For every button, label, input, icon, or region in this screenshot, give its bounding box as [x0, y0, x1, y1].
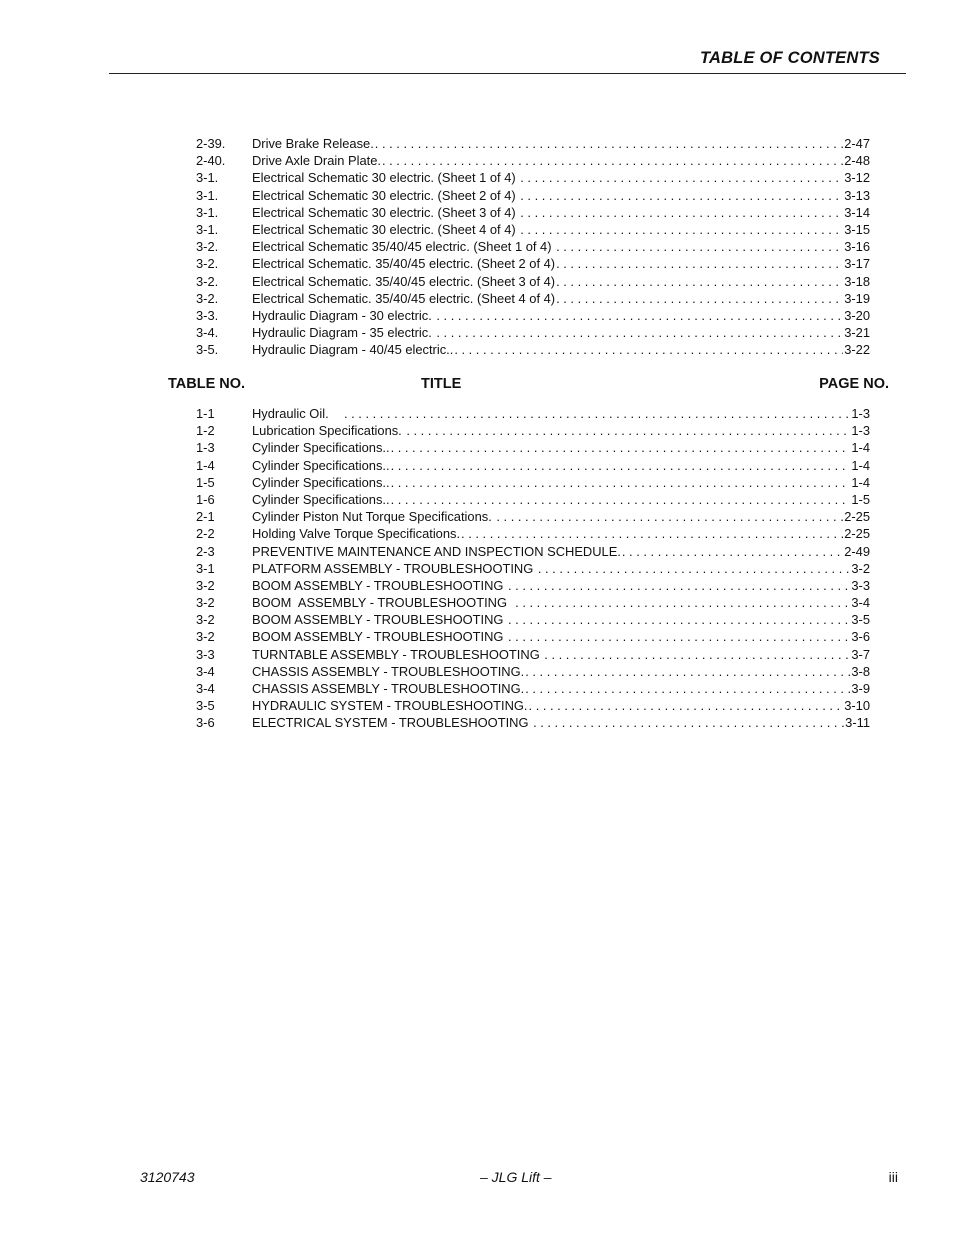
entry-page-number: 3-5	[851, 612, 870, 628]
toc-entry[interactable]	[196, 135, 870, 152]
dot-leader	[556, 290, 843, 307]
toc-entry[interactable]	[196, 543, 870, 560]
entry-number: 3-6	[196, 715, 215, 731]
entry-page-number: 3-6	[851, 629, 870, 645]
entry-number: 3-3.	[196, 307, 219, 323]
entry-page-number: 1-4	[851, 474, 870, 490]
toc-entry[interactable]	[196, 290, 870, 307]
toc-entry[interactable]	[196, 204, 870, 221]
toc-entry[interactable]	[196, 187, 870, 204]
entry-number: 3-2.	[196, 239, 219, 255]
column-header-page-no: PAGE NO.	[819, 376, 889, 392]
toc-entry[interactable]	[196, 474, 870, 491]
entry-number: 2-1	[196, 509, 215, 525]
entry-number: 1-6	[196, 491, 215, 507]
entry-title: Drive Brake Release.	[252, 136, 374, 151]
entry-page-number: 2-48	[844, 153, 870, 169]
dot-leader	[556, 255, 843, 272]
toc-entry[interactable]	[196, 307, 870, 324]
column-header-title: TITLE	[421, 376, 462, 392]
dot-leader	[391, 474, 851, 491]
entry-page-number: 3-10	[844, 698, 870, 714]
dot-leader	[520, 187, 843, 204]
entry-number: 3-2	[196, 595, 215, 611]
entry-title: Electrical Schematic 30 electric. (Sheet 1 of 4)	[252, 170, 520, 186]
toc-entry[interactable]	[196, 255, 870, 272]
entry-number: 3-4	[196, 663, 215, 679]
entry-number: 3-1.	[196, 221, 219, 237]
toc-entry[interactable]	[196, 439, 870, 456]
entry-page-number: 1-5	[851, 491, 870, 507]
dot-leader	[525, 680, 850, 697]
dot-leader	[436, 307, 843, 324]
table-list	[196, 405, 870, 732]
entry-page-number: 2-25	[844, 509, 870, 525]
dot-leader	[520, 169, 843, 186]
entry-number: 1-2	[196, 423, 215, 439]
entry-page-number: 2-47	[844, 136, 870, 151]
entry-page-number: 3-4	[851, 595, 870, 611]
toc-entry[interactable]	[196, 491, 870, 508]
page-header-title: TABLE OF CONTENTS	[699, 49, 880, 67]
toc-entry[interactable]	[196, 680, 870, 697]
entry-title: Cylinder Piston Nut Torque Specifications.	[252, 509, 496, 525]
toc-entry[interactable]	[196, 714, 870, 731]
column-header-table-no: TABLE NO.	[168, 376, 246, 392]
entry-page-number: 3-22	[844, 342, 870, 358]
dot-leader	[496, 508, 843, 525]
entry-page-number: 3-20	[844, 307, 870, 323]
entry-page-number: 3-21	[844, 325, 870, 341]
dot-leader	[382, 152, 843, 169]
entry-page-number: 3-7	[851, 646, 870, 662]
toc-entry[interactable]	[196, 577, 870, 594]
dot-leader	[544, 646, 850, 663]
entry-title: BOOM ASSEMBLY - TROUBLESHOOTING	[252, 612, 508, 628]
dot-leader	[391, 491, 851, 508]
entry-title: CHASSIS ASSEMBLY - TROUBLESHOOTING.	[252, 663, 525, 679]
entry-title: PREVENTIVE MAINTENANCE AND INSPECTION SCHEDULE.	[252, 543, 621, 559]
footer-page-number: iii	[888, 1169, 898, 1185]
entry-number: 1-5	[196, 474, 215, 490]
dot-leader	[508, 577, 850, 594]
entry-title: Hydraulic Diagram - 30 electric.	[252, 307, 436, 323]
entry-title: BOOM ASSEMBLY - TROUBLESHOOTING	[252, 577, 508, 593]
toc-entry[interactable]	[196, 525, 870, 542]
footer-doc-number: 3120743	[140, 1169, 195, 1185]
entry-title: Holding Valve Torque Specifications.	[252, 526, 461, 542]
entry-number: 3-5	[196, 698, 215, 714]
footer-publisher: – JLG Lift –	[480, 1169, 552, 1185]
entry-title: Cylinder Specifications..	[252, 440, 390, 456]
entry-page-number: 1-3	[851, 423, 870, 439]
toc-entry[interactable]	[196, 422, 870, 439]
dot-leader	[461, 525, 843, 542]
toc-entry[interactable]	[196, 341, 870, 358]
entry-page-number: 3-13	[844, 187, 870, 203]
entry-page-number: 3-8	[851, 663, 870, 679]
entry-number: 3-1.	[196, 170, 219, 186]
entry-page-number: 3-19	[844, 290, 870, 306]
entry-number: 3-2	[196, 629, 215, 645]
entry-page-number: 3-12	[844, 170, 870, 186]
entry-title: TURNTABLE ASSEMBLY - TROUBLESHOOTING	[252, 646, 544, 662]
entry-page-number: 3-14	[844, 204, 870, 220]
entry-number: 1-1	[196, 406, 215, 421]
entry-title: Cylinder Specifications..	[252, 474, 390, 490]
entry-page-number: 3-16	[844, 239, 870, 255]
toc-entry[interactable]	[196, 594, 870, 611]
entry-title: BOOM ASSEMBLY - TROUBLESHOOTING	[252, 629, 508, 645]
toc-entry[interactable]	[196, 697, 870, 714]
dot-leader	[556, 273, 843, 290]
toc-entry[interactable]	[196, 273, 870, 290]
entry-number: 2-40.	[196, 153, 226, 169]
entry-title: Cylinder Specifications..	[252, 457, 390, 473]
dot-leader	[525, 663, 850, 680]
entry-number: 3-2	[196, 577, 215, 593]
entry-number: 2-39.	[196, 136, 226, 151]
entry-number: 3-2.	[196, 273, 219, 289]
entry-page-number: 3-9	[851, 681, 870, 696]
toc-entry[interactable]	[196, 646, 870, 663]
toc-entry[interactable]	[196, 152, 870, 169]
dot-leader	[508, 628, 850, 645]
dot-leader	[622, 543, 843, 560]
entry-title: BOOM ASSEMBLY - TROUBLESHOOTING	[252, 595, 515, 611]
entry-title: ELECTRICAL SYSTEM - TROUBLESHOOTING	[252, 715, 533, 731]
dot-leader	[391, 439, 851, 456]
entry-title: CHASSIS ASSEMBLY - TROUBLESHOOTING.	[252, 681, 525, 696]
dot-leader	[344, 405, 850, 422]
dot-leader	[529, 697, 844, 714]
entry-number: 3-4	[196, 681, 215, 696]
entry-title: PLATFORM ASSEMBLY - TROUBLESHOOTING	[252, 560, 537, 576]
toc-entry[interactable]	[196, 628, 870, 645]
entry-page-number: 3-3	[851, 577, 870, 593]
entry-number: 3-4.	[196, 325, 219, 341]
toc-entry[interactable]	[196, 221, 870, 238]
dot-leader	[520, 221, 843, 238]
dot-leader	[375, 135, 843, 152]
dot-leader	[454, 341, 843, 358]
entry-title: HYDRAULIC SYSTEM - TROUBLESHOOTING.	[252, 698, 528, 714]
entry-number: 3-5.	[196, 342, 219, 358]
entry-title: Electrical Schematic 35/40/45 electric. (Sheet 1 of 4)	[252, 239, 556, 255]
entry-number: 2-2	[196, 526, 215, 542]
dot-leader	[406, 422, 850, 439]
dot-leader	[436, 324, 843, 341]
entry-page-number: 3-11	[845, 715, 870, 731]
entry-page-number: 3-15	[844, 221, 870, 237]
entry-number: 3-1.	[196, 204, 219, 220]
toc-entry[interactable]	[196, 405, 870, 422]
toc-entry[interactable]	[196, 324, 870, 341]
entry-number: 3-1.	[196, 187, 219, 203]
entry-page-number: 2-49	[844, 543, 870, 559]
entry-title: Hydraulic Oil.	[252, 406, 343, 421]
dot-leader	[508, 611, 850, 628]
entry-title: Hydraulic Diagram - 35 electric.	[252, 325, 436, 341]
entry-number: 3-3	[196, 646, 215, 662]
entry-number: 3-2	[196, 612, 215, 628]
entry-title: Lubrication Specifications.	[252, 423, 406, 439]
dot-leader	[515, 594, 850, 611]
entry-page-number: 3-18	[844, 273, 870, 289]
entry-title: Electrical Schematic 30 electric. (Sheet 4 of 4)	[252, 221, 520, 237]
entry-page-number: 3-17	[844, 256, 870, 272]
dot-leader	[556, 238, 843, 255]
toc-entry[interactable]	[196, 560, 870, 577]
entry-title: Drive Axle Drain Plate.	[252, 153, 381, 169]
entry-number: 1-3	[196, 440, 215, 456]
entry-title: Electrical Schematic. 35/40/45 electric. (Sheet 2 of 4)	[252, 256, 556, 272]
toc-entry[interactable]	[196, 663, 870, 680]
entry-page-number: 2-25	[844, 526, 870, 542]
entry-title: Cylinder Specifications..	[252, 491, 390, 507]
toc-entry[interactable]	[196, 611, 870, 628]
entry-number: 3-1	[196, 560, 215, 576]
entry-page-number: 3-2	[851, 560, 870, 576]
toc-entry[interactable]	[196, 238, 870, 255]
entry-title: Electrical Schematic. 35/40/45 electric. (Sheet 3 of 4)	[252, 273, 556, 289]
entry-title: Electrical Schematic 30 electric. (Sheet 2 of 4)	[252, 187, 520, 203]
toc-entry[interactable]	[196, 508, 870, 525]
entry-number: 3-2.	[196, 256, 219, 272]
entry-page-number: 1-4	[851, 457, 870, 473]
entry-page-number: 1-3	[851, 406, 870, 421]
dot-leader	[391, 457, 851, 474]
entry-title: Hydraulic Diagram - 40/45 electric..	[252, 342, 454, 358]
entry-number: 3-2.	[196, 290, 219, 306]
entry-title: Electrical Schematic. 35/40/45 electric. (Sheet 4 of 4)	[252, 290, 556, 306]
toc-entry[interactable]	[196, 169, 870, 186]
dot-leader	[538, 560, 851, 577]
figure-list	[196, 135, 870, 358]
header-divider	[109, 73, 906, 74]
entry-page-number: 1-4	[851, 440, 870, 456]
toc-entry[interactable]	[196, 457, 870, 474]
entry-title: Electrical Schematic 30 electric. (Sheet 3 of 4)	[252, 204, 520, 220]
dot-leader	[533, 714, 844, 731]
entry-number: 2-3	[196, 543, 215, 559]
dot-leader	[520, 204, 843, 221]
entry-number: 1-4	[196, 457, 215, 473]
